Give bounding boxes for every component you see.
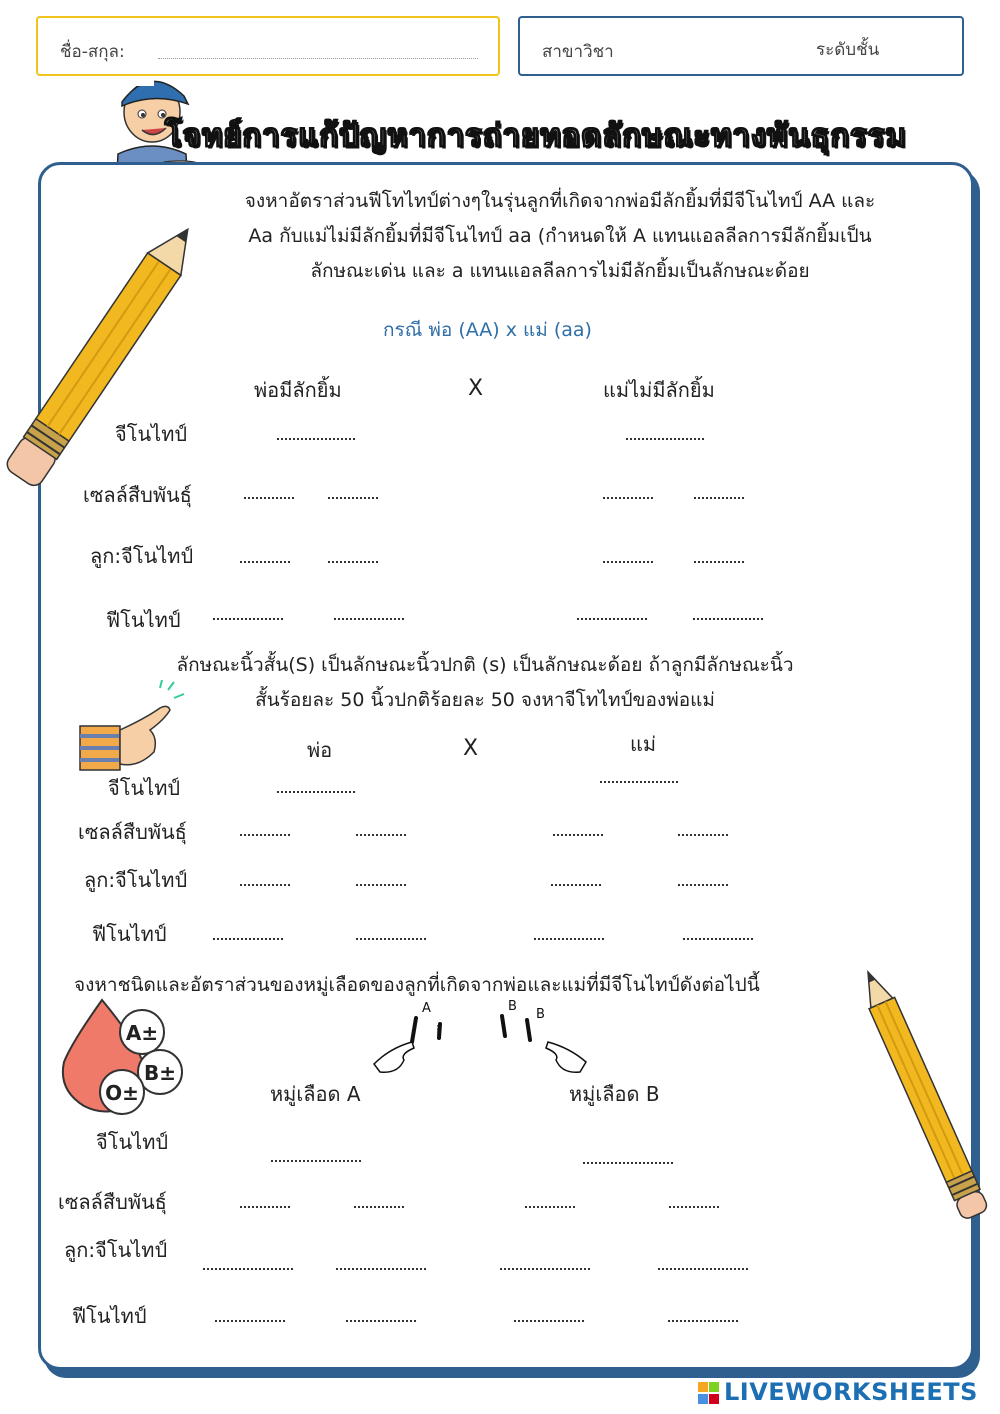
q2-offspring-1-input[interactable] <box>240 884 290 886</box>
q1-row-gamete: เซลล์สืบพันธุ์ <box>83 483 192 507</box>
q2-offspring-4-input[interactable] <box>678 884 728 886</box>
q3-row-genotype: จีโนไทป์ <box>96 1130 169 1154</box>
q1-phenotype-3-input[interactable] <box>577 618 647 620</box>
q1-row-offspring: ลูก:จีโนไทป์ <box>90 544 194 568</box>
q1-cross-symbol: X <box>468 376 484 401</box>
q1-phenotype-4-input[interactable] <box>693 618 763 620</box>
pencil-right-icon <box>856 962 996 1232</box>
q1-mother-gamete-2-input[interactable] <box>694 497 744 499</box>
q1-father-gamete-2-input[interactable] <box>328 497 378 499</box>
allele-b-top-2: B <box>536 1007 545 1022</box>
q2-mother-gamete-1-input[interactable] <box>553 834 603 836</box>
q2-row-offspring: ลูก:จีโนไทป์ <box>84 868 188 892</box>
q2-phenotype-4-input[interactable] <box>683 938 753 940</box>
q3-a-gamete-2-input[interactable] <box>354 1206 404 1208</box>
q2-father-gamete-2-input[interactable] <box>356 834 406 836</box>
q1-offspring-3-input[interactable] <box>603 561 653 563</box>
q2-row-gamete: เซลล์สืบพันธุ์ <box>78 820 187 844</box>
q3-a-gamete-1-input[interactable] <box>240 1206 290 1208</box>
q3-phenotype-2-input[interactable] <box>346 1320 416 1322</box>
q3-phenotype-4-input[interactable] <box>668 1320 738 1322</box>
q3-blood-b-label: หมู่เลือด B <box>569 1082 660 1106</box>
q2-instruction-line-2: สั้นร้อยละ 50 นิ้วปกติร้อยละ 50 จงหาจีโทไทป์ของพ่อแม่ <box>255 689 715 711</box>
q3-offspring-1-input[interactable] <box>203 1268 293 1270</box>
q3-offspring-4-input[interactable] <box>658 1268 748 1270</box>
name-label: ชื่อ-สกุล: <box>60 42 125 62</box>
q2-row-genotype: จีโนไทป์ <box>108 776 181 800</box>
q1-mother-genotype-input[interactable] <box>626 438 704 440</box>
q3-a-genotype-input[interactable] <box>271 1160 361 1162</box>
subject-label: สาขาวิชา <box>542 42 614 62</box>
q1-offspring-4-input[interactable] <box>694 561 744 563</box>
q2-father-label: พ่อ <box>307 738 333 762</box>
q1-row-genotype: จีโนไทป์ <box>115 422 188 446</box>
allele-a-bottom: i <box>436 1024 440 1040</box>
q1-instruction-line-3: ลักษณะเด่น และ a แทนแอลลีลการไม่มีลักยิ้มเป็นลักษณะด้อย <box>310 260 810 282</box>
q1-offspring-1-input[interactable] <box>240 561 290 563</box>
blood-icon-label-o: O± <box>105 1081 139 1105</box>
q2-mother-genotype-input[interactable] <box>600 781 678 783</box>
q2-phenotype-3-input[interactable] <box>534 938 604 940</box>
q3-offspring-2-input[interactable] <box>336 1268 426 1270</box>
q3-row-phenotype: ฟีโนไทป์ <box>72 1304 147 1328</box>
q3-b-gamete-1-input[interactable] <box>525 1206 575 1208</box>
q3-phenotype-3-input[interactable] <box>514 1320 584 1322</box>
q1-instruction-line-1: จงหาอัตราส่วนฟีโทไทป์ต่างๆในรุ่นลูกที่เกิดจากพ่อมีลักยิ้มที่มีจีโนไทป์ AA และ <box>244 190 876 212</box>
worksheet-title: โจทย์การแก้ปัญหาการถ่ายทอดลักษณะทางพันธุกรรม <box>165 118 907 154</box>
q1-mother-gamete-1-input[interactable] <box>603 497 653 499</box>
level-label: ระดับชั้น <box>816 40 880 60</box>
q2-offspring-3-input[interactable] <box>551 884 601 886</box>
q1-father-gamete-1-input[interactable] <box>244 497 294 499</box>
q1-case-title: กรณี พ่อ (AA) x แม่ (aa) <box>383 319 592 341</box>
q2-mother-label: แม่ <box>630 732 657 756</box>
q2-phenotype-2-input[interactable] <box>356 938 426 940</box>
q3-blood-a-label: หมู่เลือด A <box>270 1082 361 1106</box>
name-input-line[interactable] <box>158 58 478 59</box>
q2-row-phenotype: ฟีโนไทป์ <box>92 922 167 946</box>
q1-phenotype-1-input[interactable] <box>213 618 283 620</box>
q1-phenotype-2-input[interactable] <box>334 618 404 620</box>
q3-offspring-3-input[interactable] <box>500 1268 590 1270</box>
q2-offspring-2-input[interactable] <box>356 884 406 886</box>
q3-instruction: จงหาชนิดและอัตราส่วนของหมู่เลือดของลูกที่เกิดจากพ่อและแม่ที่มีจีโนไทป์ดังต่อไปนี้ <box>74 974 760 996</box>
q2-mother-gamete-2-input[interactable] <box>678 834 728 836</box>
q3-b-genotype-input[interactable] <box>583 1162 673 1164</box>
q1-mother-label: แม่ไม่มีลักยิ้ม <box>603 378 715 402</box>
subject-field-box[interactable] <box>518 16 964 76</box>
q1-offspring-2-input[interactable] <box>328 561 378 563</box>
q2-father-genotype-input[interactable] <box>277 791 355 793</box>
liveworksheets-logo-icon <box>698 1382 720 1406</box>
blood-icon-label-a: A± <box>125 1021 159 1045</box>
q1-father-label: พ่อมีลักยิ้ม <box>254 378 342 402</box>
q3-phenotype-1-input[interactable] <box>215 1320 285 1322</box>
pencil-left-icon <box>0 208 200 498</box>
blood-icon-label-b: B± <box>143 1061 177 1085</box>
pointing-hand-icon <box>76 678 186 778</box>
q2-phenotype-1-input[interactable] <box>213 938 283 940</box>
liveworksheets-watermark[interactable]: LIVEWORKSHEETS <box>724 1378 978 1406</box>
allele-a-top: A <box>422 1001 431 1016</box>
q3-b-gamete-2-input[interactable] <box>669 1206 719 1208</box>
q2-instruction-line-1: ลักษณะนิ้วสั้น(S) เป็นลักษณะนิ้วปกติ (s) เป็นลักษณะด้อย ถ้าลูกมีลักษณะนิ้ว <box>176 654 794 676</box>
q1-row-phenotype: ฟีโนไทป์ <box>106 608 181 632</box>
q1-instruction-line-2: Aa กับแม่ไม่มีลักยิ้มที่มีจีโนไทป์ aa (กำหนดให้ A แทนแอลลีลการมีลักยิ้มเป็น <box>248 225 872 247</box>
q3-row-gamete: เซลล์สืบพันธุ์ <box>58 1190 167 1214</box>
q1-father-genotype-input[interactable] <box>277 438 355 440</box>
allele-b-top-1: B <box>508 999 517 1014</box>
q3-row-offspring: ลูก:จีโนไทป์ <box>64 1238 168 1262</box>
blood-type-icon <box>58 996 188 1120</box>
q2-father-gamete-1-input[interactable] <box>240 834 290 836</box>
chromosome-pairs-icon <box>360 998 600 1082</box>
q2-cross-symbol: X <box>463 736 479 761</box>
